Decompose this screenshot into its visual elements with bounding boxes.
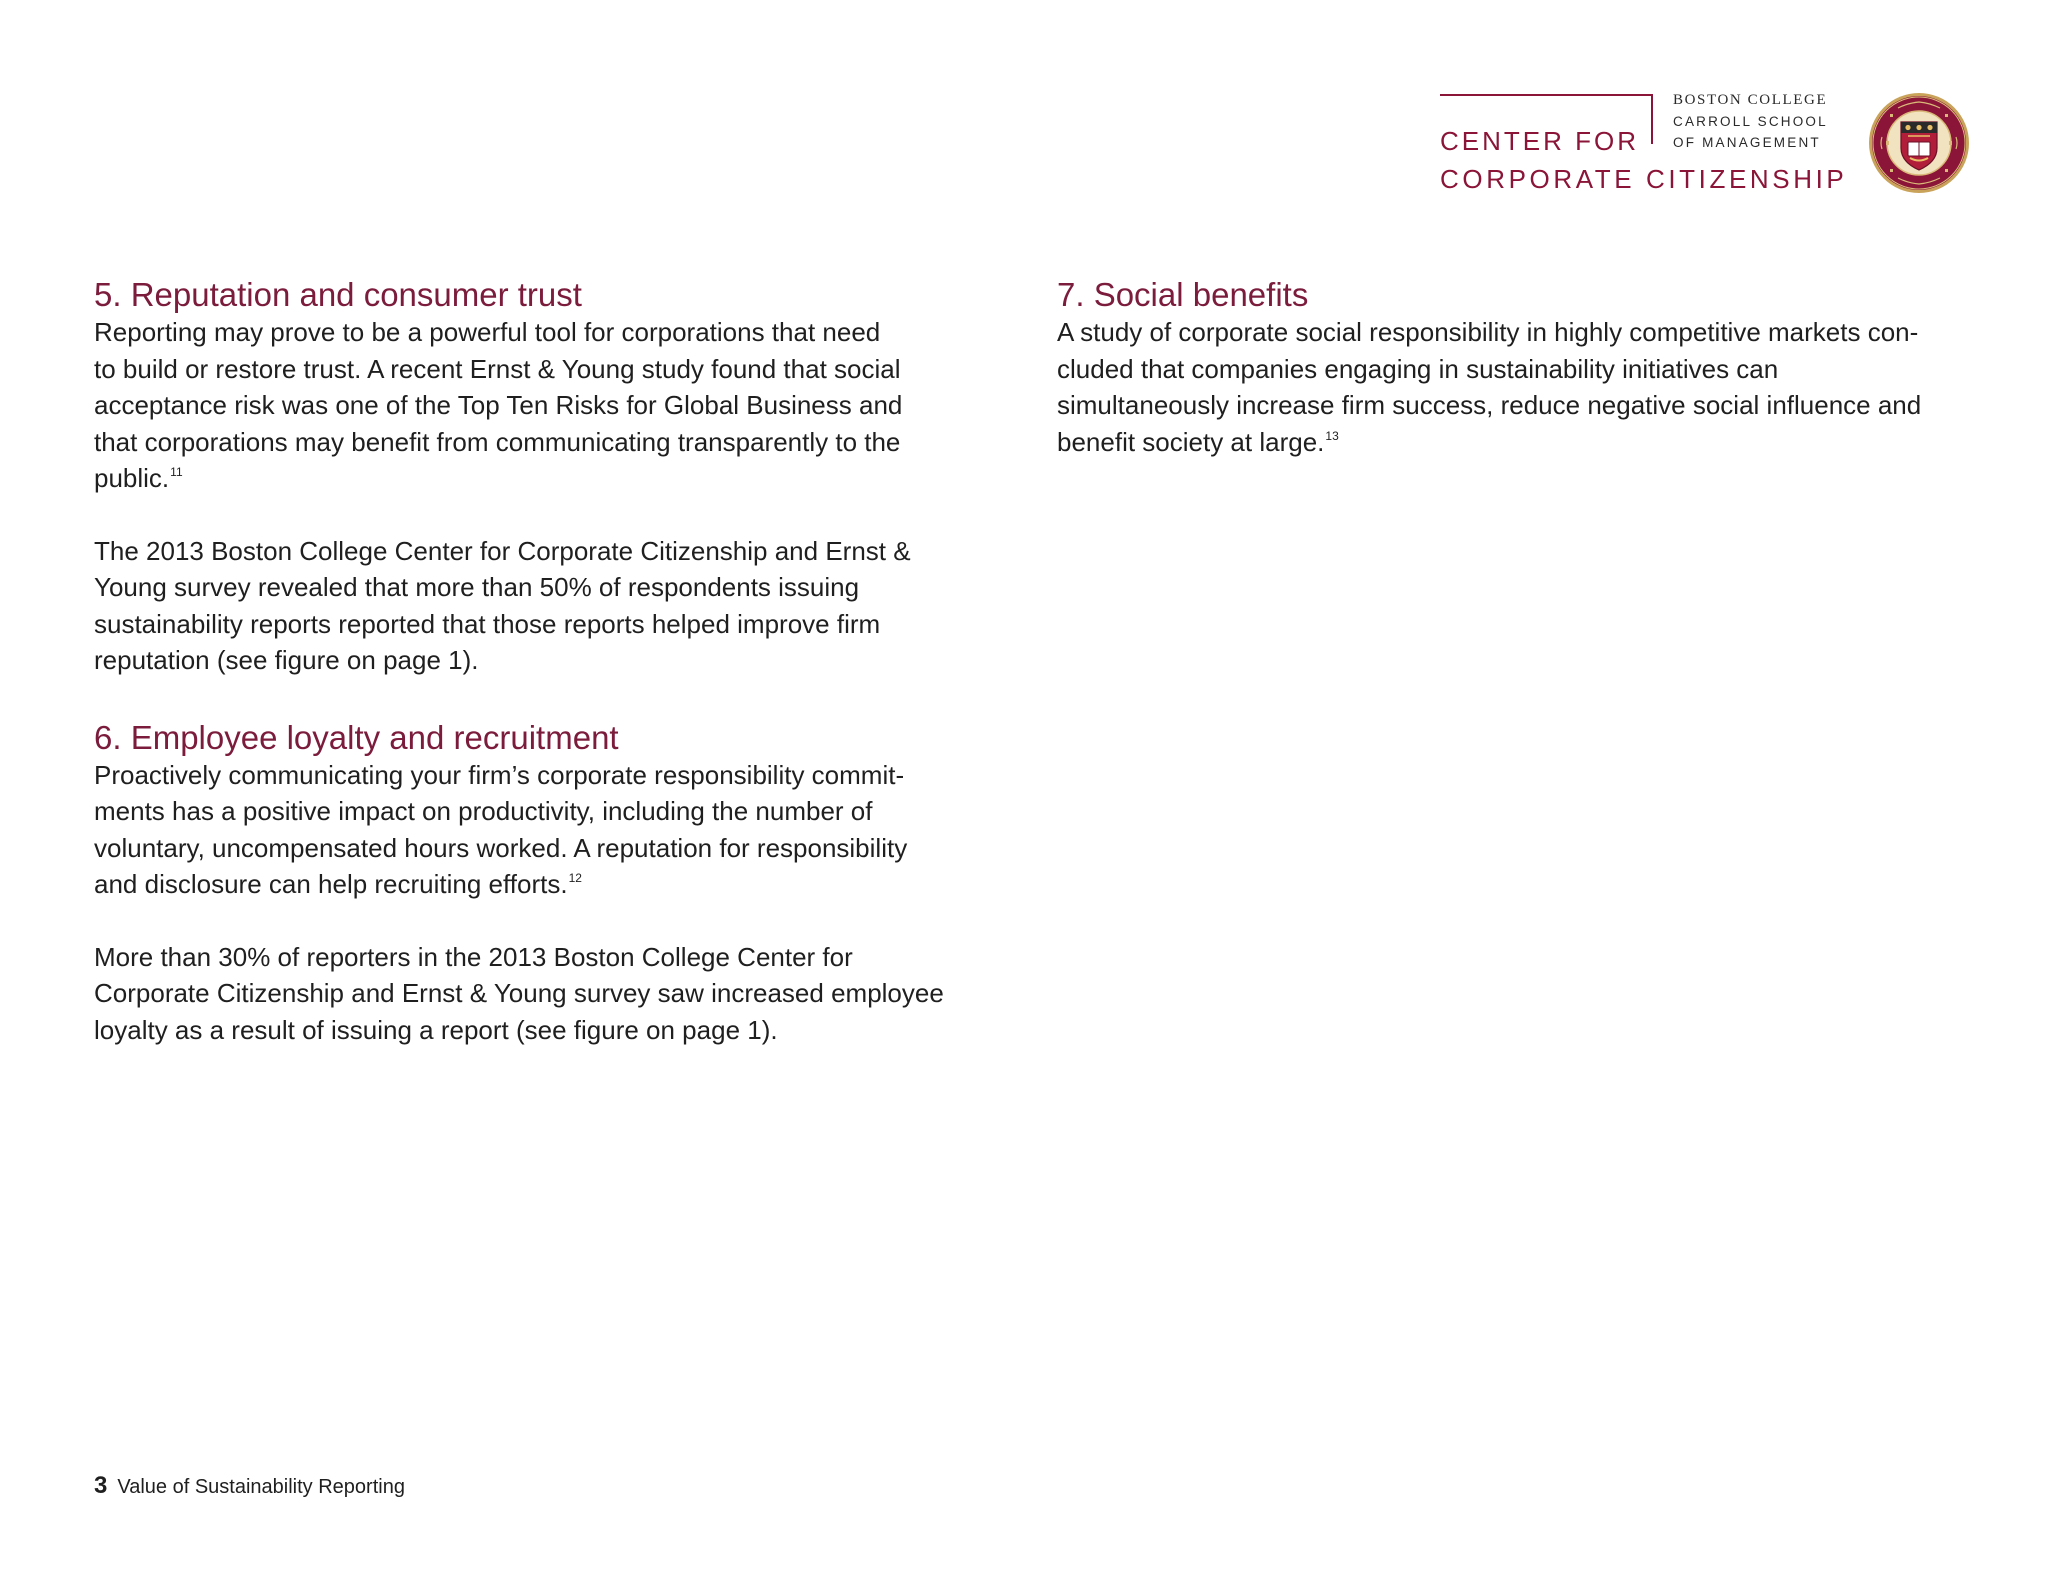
paragraph-employee-2: More than 30% of reporters in the 2013 Boston College Center for Corporate Citizenship and Ernst & Young survey saw increased employee loyalty as a result of issuing a report (see figure on page 1). (94, 941, 944, 1045)
paragraph-employee-1 (94, 757, 974, 903)
paragraph-reputation-1-text: Reporting may prove to be a powerful tool for corporations that need to build or restore trust. A recent Ernst & Young study found that social acceptance risk was one of the Top Ten Risks for Global Business and that corporations may benefit from communicating transparently to the public. (94, 317, 903, 493)
footer-document-title: Value of Sustainability Reporting (117, 1476, 405, 1498)
logo-carroll-school: CARROLL SCHOOL (1673, 114, 1828, 129)
footnote-ref-13: 13 (1325, 428, 1339, 443)
page-number: 3 (94, 1472, 108, 1499)
left-column (94, 276, 974, 1048)
logo-boston-college: BOSTON COLLEGE (1673, 92, 1828, 108)
heading-employee-loyalty: 6. Employee loyalty and recruitment (94, 718, 619, 756)
page-footer (94, 1472, 405, 1500)
right-column (1057, 276, 1957, 460)
paragraph-social-1 (1057, 314, 1957, 460)
logo-of-management: OF MANAGEMENT (1673, 135, 1821, 150)
logo-center-for: CENTER FOR (1440, 126, 1639, 156)
paragraph-reputation-1 (94, 314, 974, 497)
logo-corporate-citizenship: CORPORATE CITIZENSHIP (1440, 164, 1848, 194)
logo-rule-vertical (1651, 94, 1653, 144)
paragraph-reputation-2: The 2013 Boston College Center for Corporate Citizenship and Ernst & Young survey revealed that more than 50% of respondents issuing sustainability reports reported that those reports helped improve firm reputation (see figure on page 1). (94, 535, 911, 675)
paragraph-employee-1-text: Proactively communicating your firm’s corporate responsibility commit- ments has a positive impact on productivity, including the number of voluntary, uncompensated hours worked. A reputation for responsibility and disclosure can help recruiting efforts. (94, 759, 908, 899)
heading-social-benefits: 7. Social benefits (1057, 276, 1309, 313)
footnote-ref-12: 12 (568, 871, 582, 885)
heading-reputation-consumer-trust: 5. Reputation and consumer trust (94, 276, 582, 313)
logo-rule-horizontal (1440, 94, 1651, 96)
footnote-ref-11: 11 (170, 465, 183, 479)
paragraph-social-1-text: A study of corporate social responsibility in highly competitive markets con- cluded that companies engaging in sustainability initiatives can simultaneously increase firm success, reduce negative social influence and benefit society at large. (1057, 317, 1922, 457)
boston-college-seal-icon (1868, 92, 1970, 194)
